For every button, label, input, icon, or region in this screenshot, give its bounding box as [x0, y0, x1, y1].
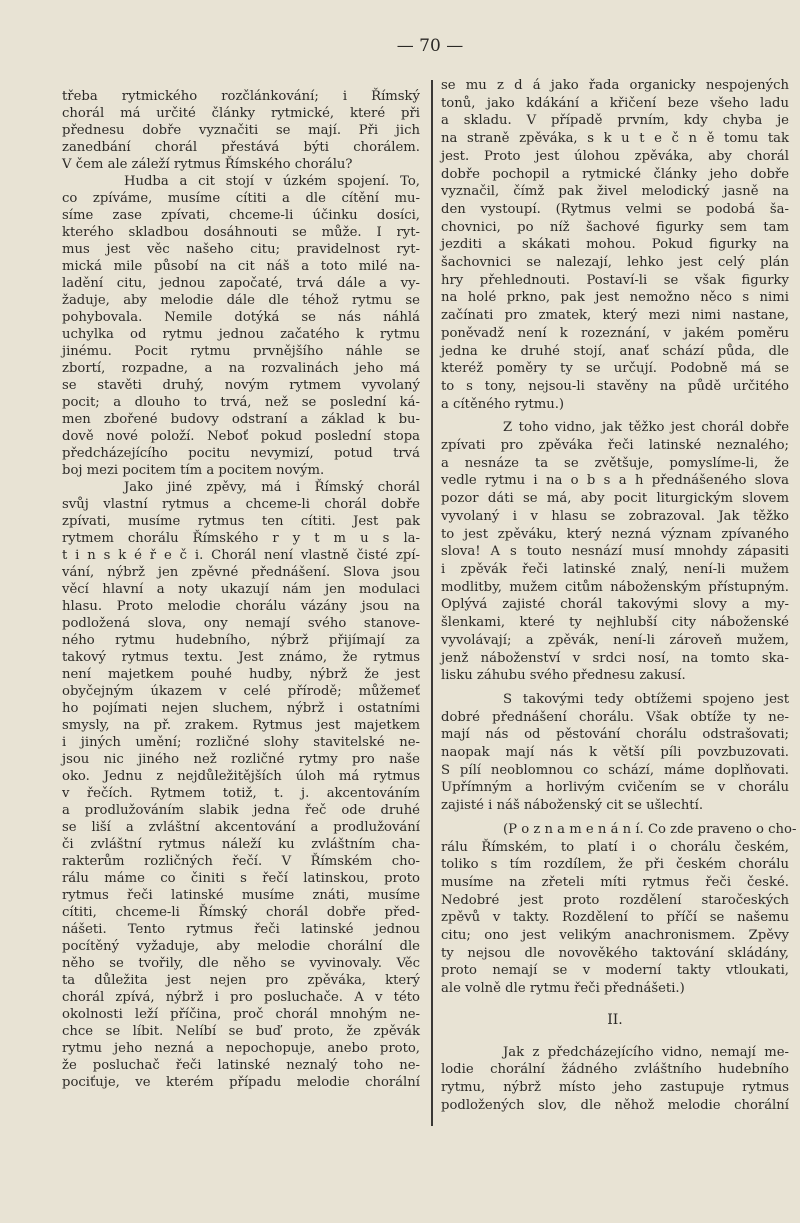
text-line: se liší a zvláštní akcentování a prodlužování [62, 820, 420, 835]
text-line: vání, nýbrž jen zpěvné přednášení. Slova jsou [62, 565, 420, 580]
text-line: ného rytmu hudebního, nýbrž přijímají za [62, 633, 420, 648]
text-line: jenž náboženství v srdci nosí, na tomto ska- [441, 650, 789, 666]
text-line: slova! A s touto nesnází musí mnohdy zápasiti [441, 544, 789, 560]
text-line: šachovnici se nalezají, lehko jest celý plán [441, 255, 789, 271]
right-column [441, 77, 797, 1120]
text-line: lodie chorální žádného zvláštního hudebního [441, 1062, 789, 1078]
text-line: zpívati pro zpěváka řeči latinské neznalého; [441, 438, 789, 454]
text-line: musíme na zřeteli míti rytmus řeči české. [441, 874, 789, 890]
text-line: to s tony, nejsou-li stavěny na půdě určitého [441, 378, 789, 394]
text-line: zpívati, musíme rytmus ten cítiti. Jest pak [62, 514, 420, 529]
text-line: men zbořené budovy odstraní a základ k bu- [62, 412, 420, 427]
text-line: tonů, jako kdákání a křičení beze všeho ladu [441, 95, 789, 111]
text-line: v řečích. Rytmem totiž, t. j. akcentováním [62, 786, 420, 801]
text-line: vedle rytmu i na o b s a h přednášeného slova [441, 473, 789, 489]
text-line: chorál má určité články rytmické, které při [62, 106, 420, 121]
text-line: co zpíváme, musíme cítiti a dle cítění mu- [62, 191, 420, 206]
text-line: rytmu jeho nezná a nepochopuje, anebo proto, [62, 1041, 420, 1056]
text-line: a skladu. V případě prvním, kdy chyba je [441, 113, 789, 129]
text-line: S pílí neoblomnou co schází, máme doplňovati. [441, 762, 789, 778]
paragraph [441, 691, 789, 815]
text-line: oko. Jednu z nejdůležitějších úloh má rytmus [62, 769, 420, 784]
text-line: a nesnáze ta se zvětšuje, pomyslíme-li, že [441, 455, 789, 471]
text-line: S takovými tedy obtížemi spojeno jest [503, 691, 789, 707]
text-line: mají nás od pěstování chorálu odstrašovati; [441, 727, 789, 743]
text-line: uchylka od rytmu jednou začatého k rytmu [62, 327, 420, 342]
text-line: (P o z n a m e n á n í. Co zde praveno o cho- [503, 821, 797, 837]
text-line: pozor dáti se má, aby pocit liturgickým slovem [441, 491, 789, 507]
text-line: ho pojímati nejen sluchem, nýbrž i ostatními [62, 701, 420, 716]
text-line: proto nemají se v moderní takty vtloukati, [441, 963, 789, 979]
text-line: mická mile působí na cit náš a toto milé na- [62, 259, 420, 274]
text-line: přednesu dobře vyznačiti se mají. Při jich [62, 123, 420, 138]
text-line: chovnici, po níž šachové figurky sem tam [441, 219, 789, 235]
text-line: boj mezi pocitem tím a pocitem novým. [62, 463, 325, 478]
text-line: věcí hlavní a noty ukazují nám jen modulaci [62, 582, 420, 597]
text-line: dově nové položí. Neboť pokud poslední stopa [62, 429, 420, 444]
text-line: dobře pochopil a rytmické články jeho dobře [441, 166, 789, 182]
paragraph [441, 77, 789, 413]
paragraph [441, 821, 797, 998]
text-line: zanedbání chorál přestává býti chorálem. [62, 140, 420, 155]
text-line: na holé prkno, pak jest nemožno něco s nimi [441, 290, 789, 306]
paragraph [441, 419, 789, 685]
text-line: t i n s k é ř e č i. Chorál není vlastně čisté zpí- [62, 548, 420, 563]
text-line: předcházejícího pocitu nevymizí, potud trvá [62, 446, 420, 461]
text-line: smysly, na př. zrakem. Rytmus jest majetkem [62, 718, 420, 733]
text-line: okolnosti leží příčina, proč chorál mnohým ne- [62, 1007, 420, 1022]
text-line: Z toho vidno, jak těžko jest chorál dobře [503, 420, 789, 436]
text-line: hry přehlednouti. Postaví-li se však figurky [441, 272, 789, 288]
text-line: ty nejsou dle novověkého taktování skládány, [441, 945, 789, 961]
text-line: žaduje, aby melodie dále dle téhož rytmu se [62, 293, 420, 308]
text-line: něho se tvořily, dle něho se vyvinovaly. Věc [62, 956, 420, 971]
paragraph [441, 1044, 789, 1115]
text-line: cítiti, chceme-li Římský chorál dobře před- [62, 905, 420, 920]
paragraph [62, 88, 420, 173]
section-heading: II. [607, 1011, 623, 1028]
text-line: zpěvů v takty. Rozdělení to příčí se našemu [441, 910, 789, 926]
text-line: rakterům rozličných řečí. V Římském cho- [62, 854, 420, 869]
text-line: kteréž poměry ty se určují. Podobně má se [441, 361, 789, 377]
text-line: ale volně dle rytmu řeči přednášeti.) [441, 981, 685, 997]
text-line: vyznačil, čímž pak živel melodický jasně na [441, 184, 789, 200]
text-line: jsou nic jiného než rozličné rytmy pro naše [62, 752, 420, 767]
text-line: rálu Římském, to platí i o chorálu českém, [441, 839, 789, 855]
text-line: chorál zpívá, nýbrž i pro posluchače. A v této [62, 990, 420, 1005]
text-line: síme zase zpívati, chceme-li účinku dosíci, [62, 208, 420, 223]
text-line: den vystoupí. (Rytmus velmi se podobá ša- [441, 201, 789, 217]
text-line: svůj vlastní rytmus a chceme-li chorál dobře [62, 497, 420, 512]
text-line: rytmem chorálu Římského r y t m u s la- [62, 531, 420, 546]
text-line: toliko s tím rozdílem, že při českém chorálu [441, 857, 789, 873]
text-line: jest. Proto jest úlohou zpěváka, aby chorál [441, 148, 789, 164]
text-line: třeba rytmického rozčlánkování; i Římský [62, 89, 420, 104]
text-line: se mu z d á jako řada organicky nespojených [441, 78, 789, 93]
text-line: chce se líbit. Nelíbí se buď proto, že zpěvák [62, 1024, 420, 1039]
text-line: Upřímným a horlivým cvičením se v chorálu [441, 780, 789, 796]
paragraph [62, 173, 420, 479]
text-line: pocítěný vyžaduje, aby melodie chorální dle [62, 939, 420, 954]
text-line: naopak mají nás k větší píli povzbuzovati. [441, 745, 789, 761]
text-line: šlenkami, které ty nejhlubší city náboženské [441, 615, 789, 631]
text-line: pocit; a dlouho to trvá, než se poslední ká- [62, 395, 420, 410]
text-line: ladění citu, jednou započaté, trvá dále a vy- [62, 276, 420, 291]
text-line: rálu máme co činiti s řečí latinskou, proto [62, 871, 420, 886]
text-line: ta důležita jest nejen pro zpěváka, který [62, 973, 420, 988]
text-line: modlitby, mužem citům náboženským přístupným. [441, 579, 789, 595]
text-line: se stavěti druhý, novým rytmem vyvolaný [62, 378, 420, 393]
text-line: rytmu, nýbrž místo jeho zastupuje rytmus [441, 1079, 789, 1095]
text-line: poněvadž není k rozeznání, v jakém poměru [441, 325, 789, 341]
text-line: obyčejným úkazem v celé přírodě; můžemeť [62, 684, 420, 699]
text-line: jinému. Pocit rytmu prvnějšího náhle se [62, 344, 420, 359]
text-line: Jako jiné zpěvy, má i Římský chorál [124, 480, 420, 495]
text-line: V čem ale záleží rytmus Římského chorálu? [62, 157, 353, 172]
text-line: že posluchač řeči latinské neznalý toho ne- [62, 1058, 420, 1073]
text-line: vyvolaný i v hlasu se zobrazoval. Jak těžko [441, 508, 789, 524]
text-line: vyvolávají; a zpěvák, není-li zároveň mužem, [441, 632, 789, 648]
text-line: takový rytmus textu. Jest známo, že rytmus [62, 650, 420, 665]
text-line: citu; ono jest velikým anachronismem. Zpěvy [441, 928, 789, 944]
text-line: i jiných umění; rozličné slohy stavitelské ne- [62, 735, 420, 750]
column-divider [431, 80, 433, 1126]
text-line: podložená slova, ony nemají svého stanove- [62, 616, 420, 631]
left-column [62, 88, 420, 1091]
text-line: dobré přednášení chorálu. Však obtíže ty ne- [441, 709, 789, 725]
text-line: zbortí, rozpadne, a na rozvalinách jeho má [62, 361, 420, 376]
text-line: hlasu. Proto melodie chorálu vázány jsou na [62, 599, 420, 614]
text-line: pociťuje, ve kterém případu melodie chorální [62, 1075, 420, 1090]
text-line: na straně zpěváka, s k u t e č n ě tomu tak [441, 131, 789, 147]
text-line: a prodlužováním slabik jedna řeč ode druhé [62, 803, 420, 818]
text-line: jedna ke druhé stojí, anať schází půda, dle [441, 343, 789, 359]
paragraph [62, 479, 420, 1091]
text-line: to jest zpěváku, který nezná význam zpívaného [441, 526, 789, 542]
text-line: lisku záhubu svého přednesu zakusí. [441, 668, 686, 684]
text-line: Oplývá zajisté chorál takovými slovy a my- [441, 597, 789, 613]
text-line: jezditi a skákati mohou. Pokud figurky na [441, 237, 789, 253]
text-line: rytmus řeči latinské musíme znáti, musíme [62, 888, 420, 903]
text-line: zajisté i náš náboženský cit se ušlechtí. [441, 798, 704, 814]
text-line: kterého skladbou dosáhnouti se může. I ryt- [62, 225, 420, 240]
text-line: Nedobré jest proto rozdělení staročeských [441, 892, 789, 908]
text-line: mus jest věc našeho citu; pravidelnost ryt- [62, 242, 420, 257]
text-line: i zpěvák řeči latinské znalý, není-li mužem [441, 561, 789, 577]
text-line: a cítěného rytmu.) [441, 396, 565, 412]
text-line: není majetkem pouhé hudby, nýbrž že jest [62, 667, 420, 682]
text-line: či zvláštní rytmus náleží ku zvláštním cha- [62, 837, 420, 852]
text-line: podložených slov, dle něhož melodie chorální [441, 1097, 789, 1113]
page-number: — 70 — [396, 36, 464, 56]
text-line: nášeti. Tento rytmus řeči latinské jednou [62, 922, 420, 937]
text-line: pohybovala. Nemile dotýká se nás náhlá [62, 310, 420, 325]
text-line: začínati pro zmatek, který mezi nimi nastane, [441, 308, 789, 324]
text-line: Jak z předcházejícího vidno, nemají me- [503, 1044, 789, 1060]
text-line: Hudba a cit stojí v úzkém spojení. To, [124, 174, 420, 189]
